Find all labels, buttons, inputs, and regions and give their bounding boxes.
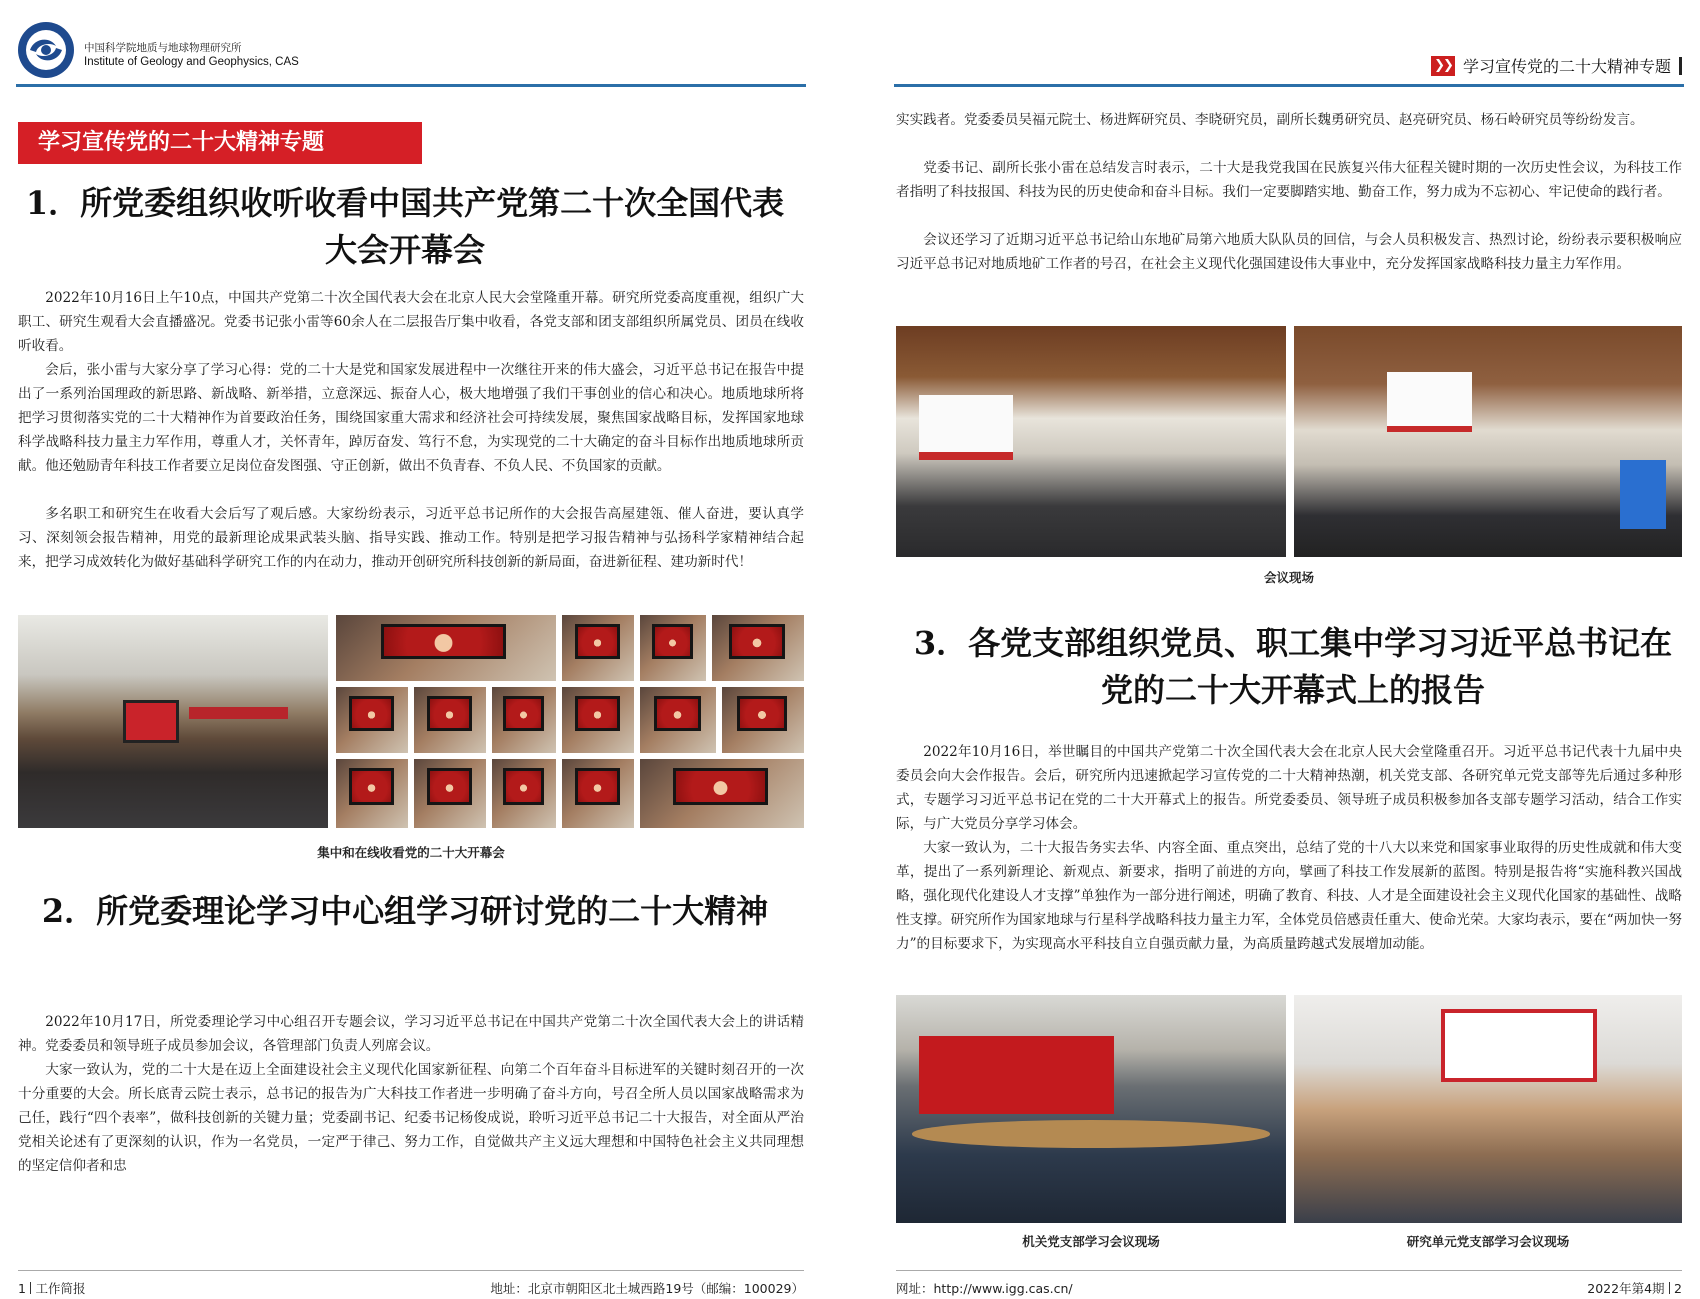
photo-tv-14 [562, 759, 634, 828]
institute-name-cn: 中国科学院地质与地球物理研究所 [84, 42, 242, 54]
section2-caption: 会议现场 [1263, 570, 1314, 585]
photo-organ-branch-meeting [896, 995, 1286, 1223]
photo-tv-15 [640, 759, 804, 828]
section1-paragraph-1: 2022年10月16日上午10点，中国共产党第二十次全国代表大会在北京人民大会堂隆重开幕。研究所党委高度重视，组织广大职工、研究生观看大会直播盛况。党委书记张小雷等60余人在二层报告厅集中收看，各党支部和团支部组织所属党员、团员在线收听收看。 [18, 290, 804, 354]
newsletter-label: 工作简报 [35, 1281, 86, 1296]
section2-paragraph-3: 党委书记、副所长张小雷在总结发言时表示，二十大是我党我国在民族复兴伟大征程关键时期的一次历史性会议，为科技工作者指明了科技报国、科技为民的历史使命和奋斗目标。我们一定要脚踏实地、勤奋工作，努力成为不忘初心、牢记使命的践行者。 [896, 160, 1682, 200]
institute-name-en: Institute of Geology and Geophysics, CAS [84, 56, 299, 68]
section1-paragraph-2: 会后，张小雷与大家分享了学习心得：党的二十大是党和国家发展进程中一次继往开来的伟大盛会，习近平总书记在报告中提出了一系列治国理政的新思路、新战略、新举措，立意深远、振奋人心，极大地增强了我们干事创业的信心和决心。地质地球所将把学习贯彻落实党的二十大精神作为首要政治任务，围绕国家重大需求和经济社会可持续发展，聚焦国家战略目标，发挥国家地球科学战略科技力量主力军作用，尊重人才，关怀青年，踔厉奋发、笃行不怠，为实现党的二十大确定的奋斗目标作出地质地球所贡献。他还勉励青年科技工作者要立足岗位奋发图强、守正创新，做出不负青春、不负人民、不负国家的贡献。 [18, 362, 804, 474]
left-page [0, 0, 822, 1299]
photo-research-branch-meeting [1294, 995, 1682, 1223]
institute-logo [16, 20, 76, 80]
section3-caption-left: 机关党支部学习会议现场 [1022, 1234, 1160, 1249]
photo-meeting-room-1 [896, 326, 1286, 557]
topic-banner: 学习宣传党的二十大精神专题 [18, 122, 422, 164]
section2-paragraph-2: 大家一致认为，党的二十大是在迈上全面建设社会主义现代化国家新征程、向第二个百年奋斗目标进军的关键时刻召开的一次十分重要的大会。所长底青云院士表示，总书记的报告为广大科技工作者进一步明确了奋斗方向，号召全所人员以国家战略需求为己任，践行“四个表率”，做科技创新的关键力量；党委副书记、纪委书记杨俊成说，聆听习近平总书记二十大报告，对全面从严治党相关论述有了更深刻的认识，作为一名党员，一定严于律己、努力工作，自觉做共产主义远大理想和中国特色社会主义共同理想的坚定信仰者和忠 [18, 1062, 804, 1174]
header-rule [16, 84, 806, 87]
section3-title: 3．各党支部组织党员、职工集中学习习近平总书记在党的二十大开幕式上的报告 [913, 624, 1673, 709]
photo-tv-5 [336, 687, 408, 753]
photo-tv-7 [492, 687, 556, 753]
photo-tv-8 [562, 687, 634, 753]
issue-label: 2022年第4期 [1587, 1281, 1665, 1296]
photo-tv-12 [414, 759, 486, 828]
photo-tv-11 [336, 759, 408, 828]
footer-separator [1669, 1282, 1671, 1294]
photo-tv-13 [492, 759, 556, 828]
topic-tag-label: 学习宣传党的二十大精神专题 [1462, 57, 1671, 76]
topic-tag [1431, 54, 1682, 77]
section1-paragraph-3: 多名职工和研究生在收看大会后写了观后感。大家纷纷表示，习近平总书记所作的大会报告高屋建瓴、催人奋进，要认真学习、深刻领会报告精神，用党的最新理论成果武装头脑、指导实践、推动工作。特别是把学习报告精神与弘扬科学家精神结合起来，把学习成效转化为做好基础科学研究工作的内在动力，推动开创研究所科技创新的新局面，奋进新征程、建功新时代！ [18, 506, 804, 570]
footer-separator [30, 1282, 32, 1294]
section2-title: 2．所党委理论学习中心组学习研讨党的二十大精神 [41, 892, 769, 930]
photo-meeting-room-2 [1294, 326, 1682, 557]
photo-tv-10 [722, 687, 804, 753]
section2-paragraph-4: 会议还学习了近期习近平总书记给山东地矿局第六地质大队队员的回信，与会人员积极发言、热烈讨论，纷纷表示要积极响应习近平总书记对地质地矿工作者的号召，在社会主义现代化强国建设伟大事业中，充分发挥国家战略科技力量主力军作用。 [896, 232, 1682, 272]
tag-divider [1679, 57, 1682, 75]
photo-tv-4 [712, 615, 804, 681]
page-number: 2 [1674, 1281, 1682, 1296]
section2-continuation: 实实践者。党委委员吴福元院士、杨进辉研究员、李晓研究员，副所长魏勇研究员、赵亮研究员、杨石岭研究员等纷纷发言。 [896, 112, 1644, 128]
section3-caption-right: 研究单元党支部学习会议现场 [1406, 1234, 1570, 1249]
right-page [878, 0, 1700, 1299]
footer-website: 网址：http://www.igg.cas.cn/ [896, 1281, 1073, 1296]
page-number: 1 [18, 1281, 26, 1296]
section3-paragraph-1: 2022年10月16日，举世瞩目的中国共产党第二十次全国代表大会在北京人民大会堂隆重召开。习近平总书记代表十九届中央委员会向大会作报告。会后，研究所内迅速掀起学习宣传党的二十大精神热潮，机关党支部、各研究单元党支部等先后通过多种形式，专题学习习近平总书记在党的二十大开幕式上的报告。所党委委员、领导班子成员积极参加各支部专题学习活动，结合工作实际，与广大党员分享学习体会。 [896, 744, 1682, 832]
page-gutter [822, 0, 878, 1299]
footer-address: 地址：北京市朝阳区北土城西路19号（邮编：100029） [490, 1281, 804, 1296]
photo-tv-1 [336, 615, 556, 681]
section3-paragraph-2: 大家一致认为，二十大报告务实去华、内容全面、重点突出，总结了党的十八大以来党和国家事业取得的历史性成就和伟大变革，提出了一系列新理论、新观点、新要求，指明了前进的方向，擘画了科技工作发展新的蓝图。特别是报告将“实施科教兴国战略，强化现代化建设人才支撑”单独作为一部分进行阐述，明确了教育、科技、人才是全面建设社会主义现代化国家的基础性、战略性支撑。研究所作为国家地球与行星科学战略科技力量主力军，全体党员倍感责任重大、使命光荣。大家均表示，要在“两加快一努力”的目标要求下，为实现高水平科技自立自强贡献力量，为高质量跨越式发展增加动能。 [896, 840, 1682, 952]
section1-title: 1．所党委组织收听收看中国共产党第二十次全国代表大会开幕会 [25, 184, 785, 269]
footer-rule [896, 1270, 1682, 1271]
header-rule [894, 84, 1684, 87]
photo-tv-3 [640, 615, 706, 681]
footer-left [18, 1279, 85, 1297]
photo-tv-2 [562, 615, 634, 681]
footer-right [1587, 1279, 1682, 1297]
photo-auditorium-viewing [18, 615, 328, 828]
footer-rule [18, 1270, 804, 1271]
photo-tv-9 [640, 687, 716, 753]
section2-paragraph-1: 2022年10月17日，所党委理论学习中心组召开专题会议，学习习近平总书记在中国共产党第二十次全国代表大会上的讲话精神。党委委员和领导班子成员参加会议，各管理部门负责人列席会议。 [18, 1014, 804, 1054]
photo-tv-6 [414, 687, 486, 753]
double-chevron-icon: ❯❯ [1431, 56, 1455, 76]
section1-caption: 集中和在线收看党的二十大开幕会 [317, 845, 505, 860]
